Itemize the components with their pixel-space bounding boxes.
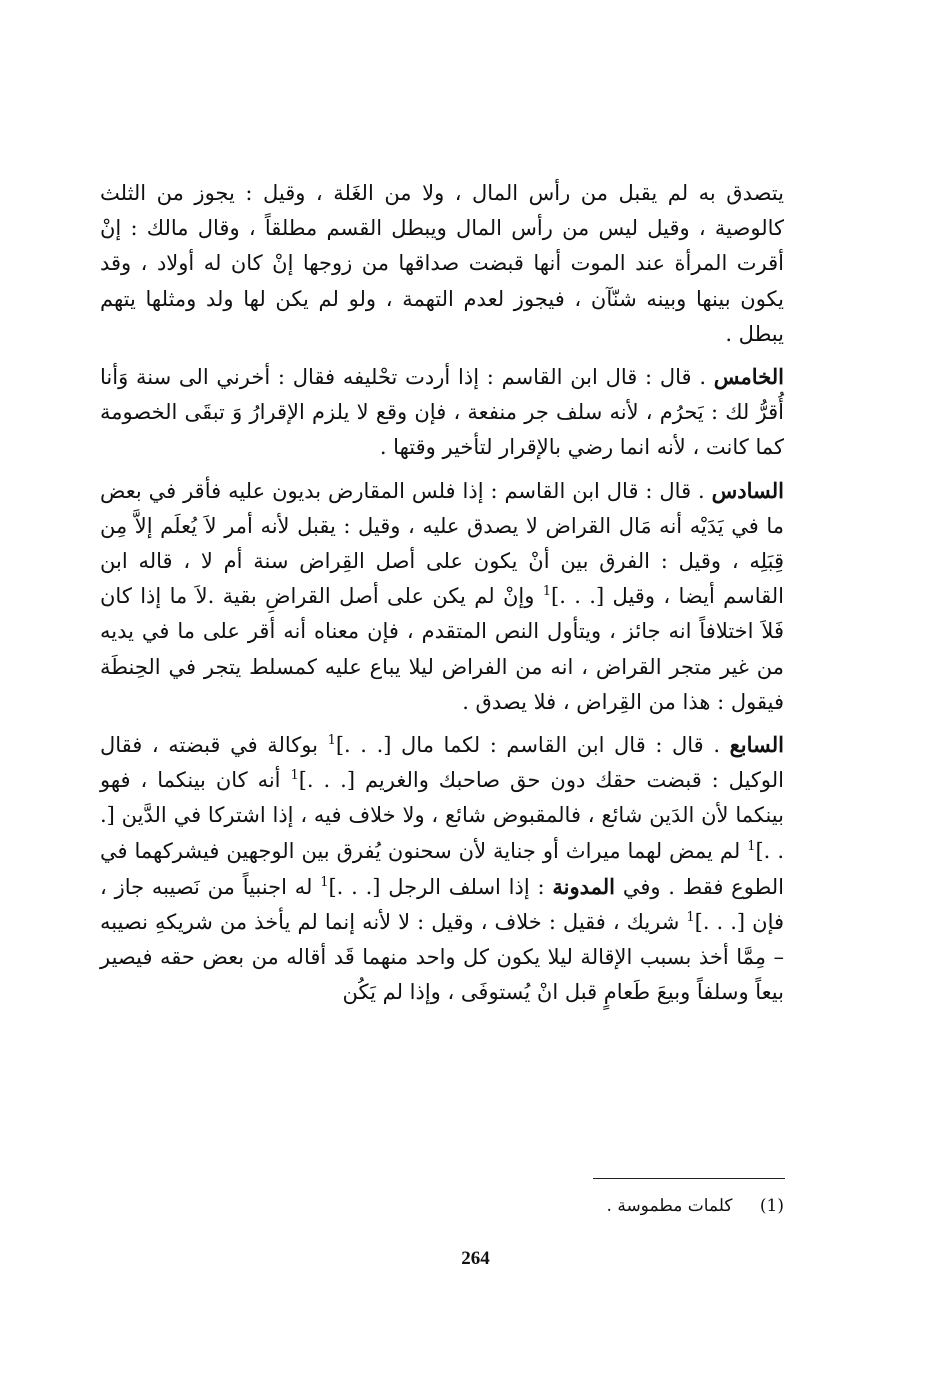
paragraph-text: لم يمض لهما ميراث أو جناية لأن سحنون يُفرق بين الوجهين فيشركهما في الطوع فقط . وفي [100,838,785,899]
paragraph-text: له اجنبياً من نَصيبه جاز ، فإن [. . .] [100,874,785,935]
footnote-reference: 1 [290,768,299,784]
paragraph-text: بوكالة في قبضته ، فقال الوكيل : قبضت حقك دون حق صاحبك والغريم [. . .] [100,733,784,793]
paragraph-text: وإنْ لم يكن على أصل القراضِ بقية .لاَ ما إذا كان فَلاَ اختلافاً انه جائز ، ويتأول النص المتقدم ، فإن معناه أنه أقر على ما في يديه من غير متجر القراض ، انه من الفراض ليلا يباع عليه كمسلط يتجر في الحِنطَة فيقول : هذا من القِراض ، فلا يصدق . [100,584,784,714]
main-text [100,176,784,1018]
paragraph [100,473,784,720]
paragraph-text: : إذا اسلف الرجل [. . .] [328,874,553,899]
paragraph-text: يتصدق به لم يقبل من رأس المال ، ولا من الغَلة ، وقيل : يجوز من الثلث كالوصية ، وقيل ليس من رأس المال ويبطل القسم مطلقاً ، وقال مالك : إنْ أقرت المرأة عند الموت أنها قبضت صداقها من زوجها إنْ كان له أولاد ، وقد يكون بينها وبينه شنّآن ، فيجوز لعدم التهمة ، ولو لم يكن لها ولد ومثلها يتهم يبطل . [100,181,784,346]
paragraph [100,727,784,1011]
footnote-reference: 1 [327,733,336,749]
paragraph-text: . قال : قال ابن القاسم : إذا أردت تحْليفه فقال : أخرني الى سنة وَأنا أُقرُّ لك : يَحرُم ، لأنه سلف جر منفعة ، فإن وقع لا يلزم الإقرارُ وَ تبقَى الخصومة كما كانت ، لأنه انما رضي بالإقرار لتأخير وقتها . [100,365,784,460]
footnote-text: كلمات مطموسة . [606,1196,733,1216]
paragraph-text: شريك ، فقيل : خلاف ، وقيل : لا لأنه إنما لم يأخذ من شريكهِ نصيبه – مِمَّا أخذ بسبب الإقالة ليلا يكون كل واحد منهما قَد أقاله من بعض حقه فيصير بيعاً وسلفاً وبيعَ طَعامٍ قبل انْ يُستوفَى ، وإذا لم يَكُن [100,910,784,1005]
section-heading: الخامس [713,364,784,390]
footnote-number: (1) [759,1196,784,1216]
source-title: المدونة [552,873,616,899]
paragraph [100,359,784,466]
paragraph-text: . قال : قال ابن القاسم : إذا فلس المقارض بديون عليه فأقر في بعض ما في يَدَيْه أنه مَال القراض لا يصدق عليه ، وقيل : يقبل لأنه أمر لاَ يُعلَم إلاَّ مِن قِبَلِه ، وقيل : الفرق بين أنْ يكون على أصل القِراض سنة أم لا ، قاله ابن القاسم أيضا ، وقيل [. . .] [100,478,784,609]
section-heading: السابع [729,732,784,758]
footnote [400,1193,784,1219]
section-heading: السادس [711,477,784,503]
paragraph [100,176,784,352]
footnote-divider [593,1178,785,1179]
page-number: 264 [461,1248,490,1269]
footnote-reference: 1 [320,874,329,890]
footnote-reference: 1 [542,584,552,600]
footnote-reference: 1 [686,910,695,926]
paragraph-text: . قال : قال ابن القاسم : لكما مال [. . .] [335,733,730,758]
paragraph-text: أنه كان بينكما ، فهو بينكما لأن الدَين شائع ، فالمقبوض شائع ، ولا خلاف فيه ، إذا اشتركا في الدَّين [. . .] [100,768,785,863]
footnote-reference: 1 [747,838,756,854]
